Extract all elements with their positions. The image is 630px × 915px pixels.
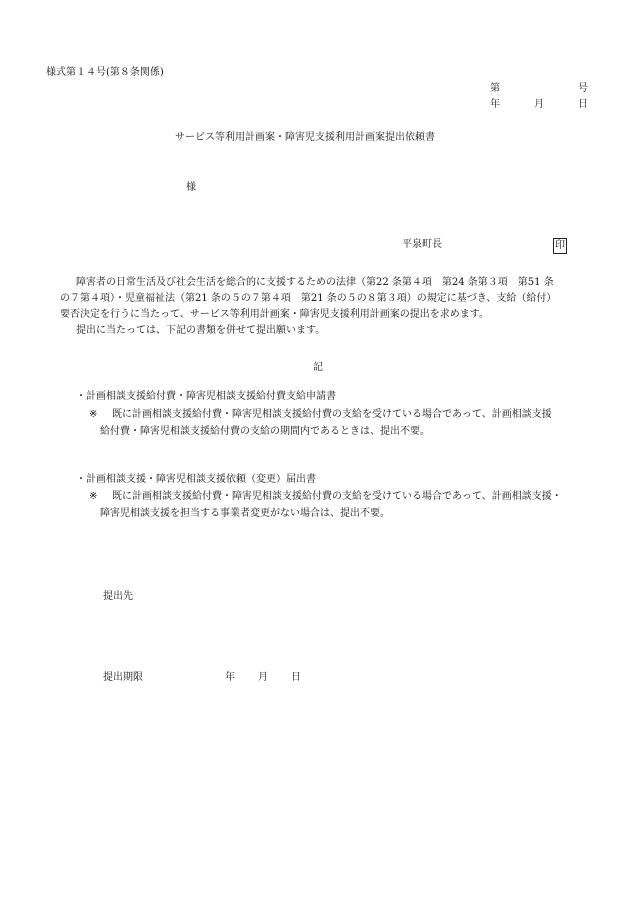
date-month: 月 — [534, 99, 544, 110]
deadline-label: 提出期限 — [103, 672, 143, 683]
number-suffix: 号 — [578, 83, 588, 94]
note-line: 障害児相談支援を担当する事業者変更がない場合は、提出不要。 — [100, 508, 390, 519]
note-mark: ※ — [89, 409, 98, 420]
form-number: 様式第１４号(第８条関係) — [46, 67, 164, 78]
destination-label: 提出先 — [103, 591, 133, 602]
note-line: 給付費・障害児相談支援給付費の支給の期間内であるときは、提出不要。 — [100, 426, 430, 437]
item-title: ・計画相談支援・障害児相談支援依頼（変更）届出書 — [76, 474, 316, 485]
body-line: 障害者の日常生活及び社会生活を総合的に支援するための法律（第22 条第４項 第24 条第３項 第51 条 — [76, 277, 554, 288]
seal-mark: 印 — [553, 238, 567, 254]
ki-heading: 記 — [313, 362, 323, 373]
body-line: の７第４項）・児童福祉法（第21 条の５の７第４項 第21 条の５の８第３項）の規定に基づき、支給（給付） — [60, 293, 557, 304]
note-line: 既に計画相談支援給付費・障害児相談支援給付費の支給を受けている場合であって、計画相談支援・ — [112, 491, 562, 502]
deadline-day: 日 — [291, 672, 301, 683]
number-prefix: 第 — [490, 83, 500, 94]
deadline-year: 年 — [225, 672, 235, 683]
body-line: 提出に当たっては、下記の書類を併せて提出願います。 — [76, 325, 326, 336]
issuer-name: 平泉町長 — [402, 239, 442, 250]
date-year: 年 — [490, 99, 500, 110]
item-title: ・計画相談支援給付費・障害児相談支援給付費支給申請書 — [76, 391, 336, 402]
date-day: 日 — [578, 99, 588, 110]
body-line: 要否決定を行うに当たって、サービス等利用計画案・障害児支援利用計画案の提出を求めます。 — [60, 309, 489, 320]
deadline-month: 月 — [258, 672, 268, 683]
addressee-honorific: 様 — [186, 182, 196, 193]
body-paragraph — [60, 275, 556, 339]
document-title: サービス等利用計画案・障害児支援利用計画案提出依頼書 — [175, 132, 435, 143]
note-line: 既に計画相談支援給付費・障害児相談支援給付費の支給を受けている場合であって、計画相談支援 — [112, 409, 552, 420]
note-mark: ※ — [89, 491, 98, 502]
